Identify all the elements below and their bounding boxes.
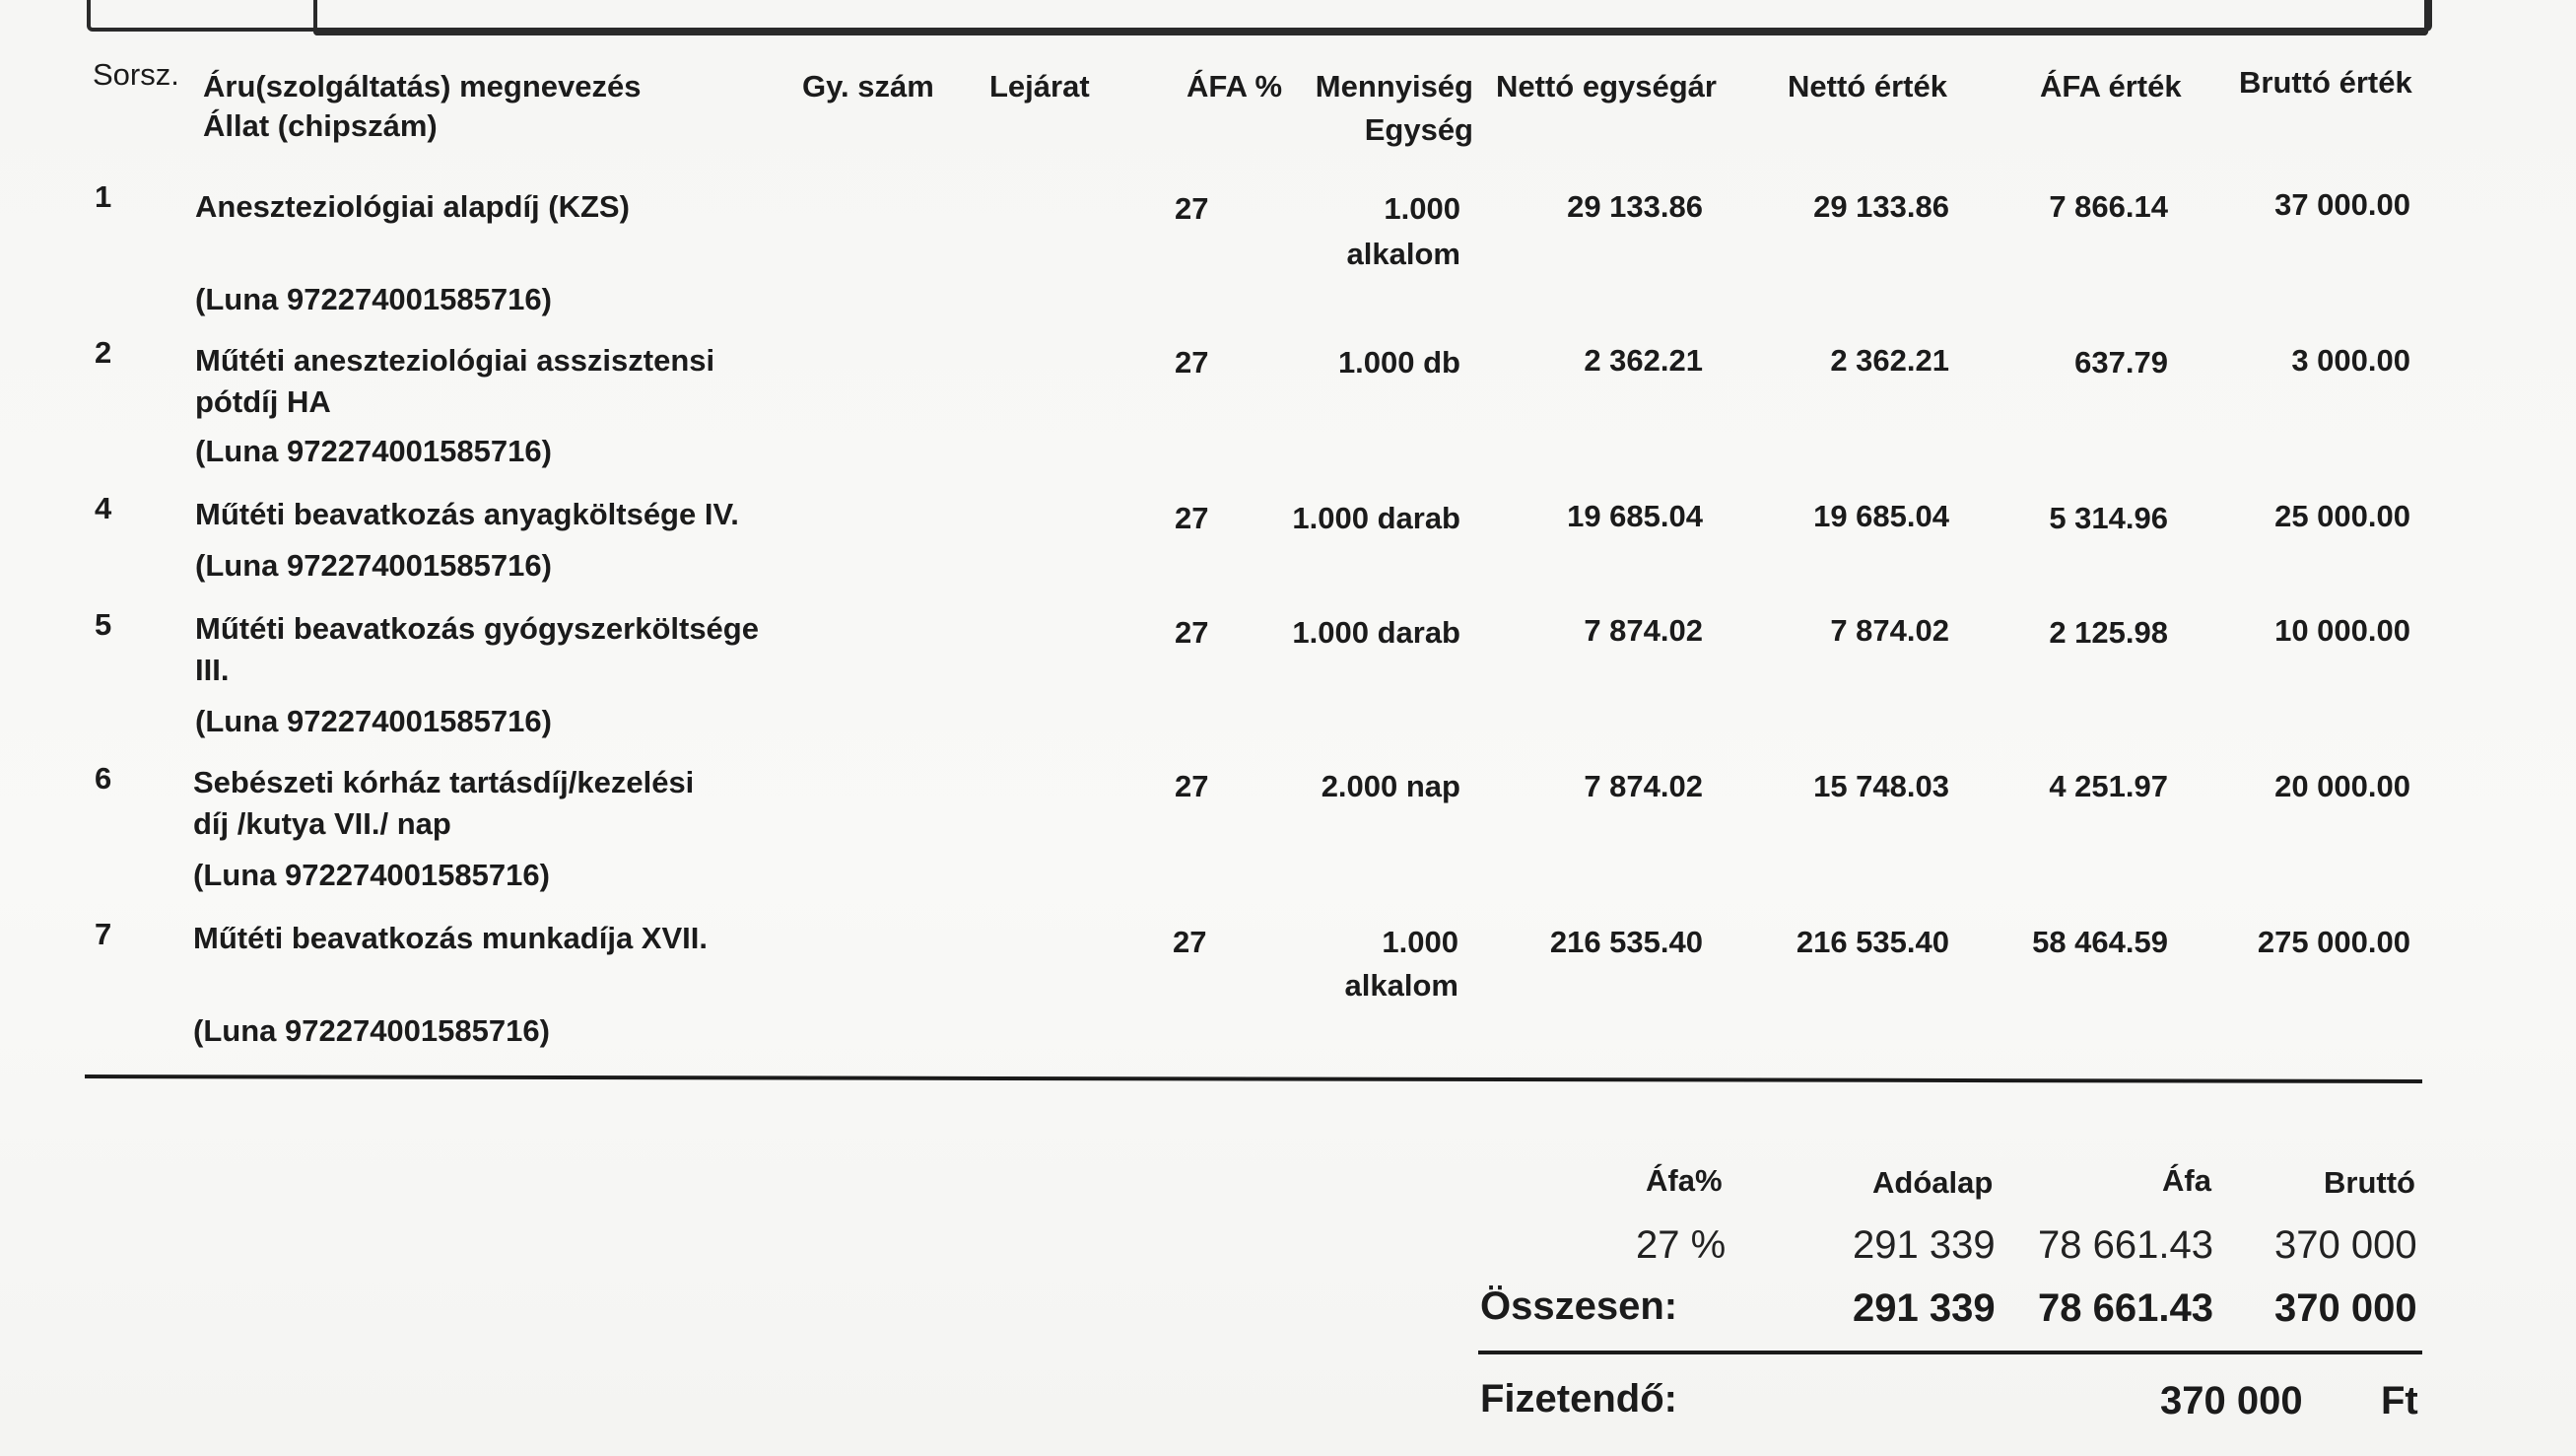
amount-due-label: Fizetendő: <box>1480 1377 1677 1421</box>
item-unit-price: 29 133.86 <box>1567 189 1703 224</box>
item-animal: (Luna 972274001585716) <box>195 282 552 316</box>
summary-total-afa: 78 661.43 <box>2038 1286 2213 1330</box>
item-qty: 1.000 <box>1384 191 1460 226</box>
item-vat: 5 314.96 <box>2049 501 2168 535</box>
row-number: 2 <box>95 335 112 370</box>
item-net: 2 362.21 <box>1830 343 1949 378</box>
summary-rule <box>1478 1351 2422 1354</box>
amount-due-currency: Ft <box>2381 1379 2418 1422</box>
item-name: Műtéti beavatkozás gyógyszerköltsége <box>195 611 759 646</box>
item-qty: 2.000 nap <box>1321 769 1460 803</box>
summary-total-label: Összesen: <box>1480 1284 1678 1328</box>
item-afa: 27 <box>1175 769 1209 803</box>
item-name-cont: III. <box>195 653 230 687</box>
summary-total-adoalap: 291 339 <box>1853 1286 1996 1330</box>
item-gross: 25 000.00 <box>2274 499 2410 533</box>
item-animal: (Luna 972274001585716) <box>193 858 550 892</box>
header-brutto-ertek: Bruttó érték <box>2239 65 2412 100</box>
item-unit: alkalom <box>1344 968 1458 1003</box>
header-netto-egysegar: Nettó egységár <box>1496 69 1717 104</box>
item-name-cont: díj /kutya VII./ nap <box>193 806 451 841</box>
row-number: 4 <box>95 491 112 525</box>
item-gross: 10 000.00 <box>2274 613 2410 648</box>
item-unit-price: 216 535.40 <box>1549 925 1703 959</box>
item-qty: 1.000 <box>1382 925 1458 959</box>
header-afa-percent: ÁFA % <box>1186 69 1283 104</box>
amount-due-value: 370 000 <box>2160 1379 2303 1422</box>
item-vat: 58 464.59 <box>2032 925 2168 959</box>
item-name: Műtéti beavatkozás anyagköltsége IV. <box>195 497 739 531</box>
item-animal: (Luna 972274001585716) <box>193 1013 550 1048</box>
item-vat: 2 125.98 <box>2049 615 2168 650</box>
header-box-inner-frame <box>313 0 2428 35</box>
header-gy-szam: Gy. szám <box>802 69 934 104</box>
row-number: 7 <box>95 917 112 951</box>
row-number: 5 <box>95 607 112 642</box>
item-net: 7 874.02 <box>1830 613 1949 648</box>
header-animal: Állat (chipszám) <box>203 108 438 143</box>
item-unit-price: 19 685.04 <box>1567 499 1703 533</box>
item-unit-price: 7 874.02 <box>1584 769 1703 803</box>
item-qty: 1.000 db <box>1337 345 1460 380</box>
table-bottom-rule <box>85 1075 2422 1083</box>
item-gross: 3 000.00 <box>2291 343 2410 378</box>
item-unit: alkalom <box>1346 237 1460 271</box>
row-number: 6 <box>95 761 112 796</box>
item-name: Aneszteziológiai alapdíj (KZS) <box>195 189 630 224</box>
item-afa: 27 <box>1175 615 1209 650</box>
summary-total-brutto: 370 000 <box>2274 1286 2417 1330</box>
summary-header-afa-percent: Áfa% <box>1646 1163 1723 1198</box>
item-unit-price: 2 362.21 <box>1584 343 1703 378</box>
item-animal: (Luna 972274001585716) <box>195 704 552 738</box>
item-net: 19 685.04 <box>1813 499 1949 533</box>
summary-header-afa: Áfa <box>2162 1163 2211 1198</box>
item-unit-price: 7 874.02 <box>1584 613 1703 648</box>
item-afa: 27 <box>1175 345 1209 380</box>
item-net: 15 748.03 <box>1813 769 1949 803</box>
header-afa-ertek: ÁFA érték <box>2040 69 2182 104</box>
item-afa: 27 <box>1175 191 1209 226</box>
summary-afa: 78 661.43 <box>2038 1223 2213 1267</box>
header-netto-ertek: Nettó érték <box>1788 69 1947 104</box>
item-vat: 637.79 <box>2074 345 2168 380</box>
item-gross: 37 000.00 <box>2274 187 2410 222</box>
item-qty: 1.000 darab <box>1292 615 1460 650</box>
item-animal: (Luna 972274001585716) <box>195 548 552 583</box>
item-vat: 7 866.14 <box>2049 189 2168 224</box>
item-gross: 275 000.00 <box>2257 925 2410 959</box>
header-lejarat: Lejárat <box>989 69 1090 104</box>
item-name: Sebészeti kórház tartásdíj/kezelési <box>193 765 695 799</box>
item-gross: 20 000.00 <box>2274 769 2410 803</box>
item-animal: (Luna 972274001585716) <box>195 434 552 468</box>
row-number: 1 <box>95 179 112 214</box>
item-net: 216 535.40 <box>1796 925 1949 959</box>
header-sorsz: Sorsz. <box>93 57 179 92</box>
header-mennyiseg: Mennyiség <box>1315 69 1473 104</box>
item-afa: 27 <box>1173 925 1207 959</box>
item-afa: 27 <box>1175 501 1209 535</box>
item-net: 29 133.86 <box>1813 189 1949 224</box>
header-name: Áru(szolgáltatás) megnevezés <box>203 69 642 104</box>
header-egyseg: Egység <box>1364 112 1473 147</box>
summary-brutto: 370 000 <box>2274 1223 2417 1267</box>
item-name-cont: pótdíj HA <box>195 384 331 419</box>
item-name: Műtéti aneszteziológiai asszisztensi <box>195 343 715 378</box>
item-vat: 4 251.97 <box>2049 769 2168 803</box>
item-qty: 1.000 darab <box>1292 501 1460 535</box>
summary-header-adoalap: Adóalap <box>1872 1165 1994 1200</box>
summary-header-brutto: Bruttó <box>2324 1165 2415 1200</box>
summary-rate: 27 % <box>1636 1223 1727 1267</box>
item-name: Műtéti beavatkozás munkadíja XVII. <box>193 921 708 955</box>
summary-adoalap: 291 339 <box>1853 1223 1996 1267</box>
